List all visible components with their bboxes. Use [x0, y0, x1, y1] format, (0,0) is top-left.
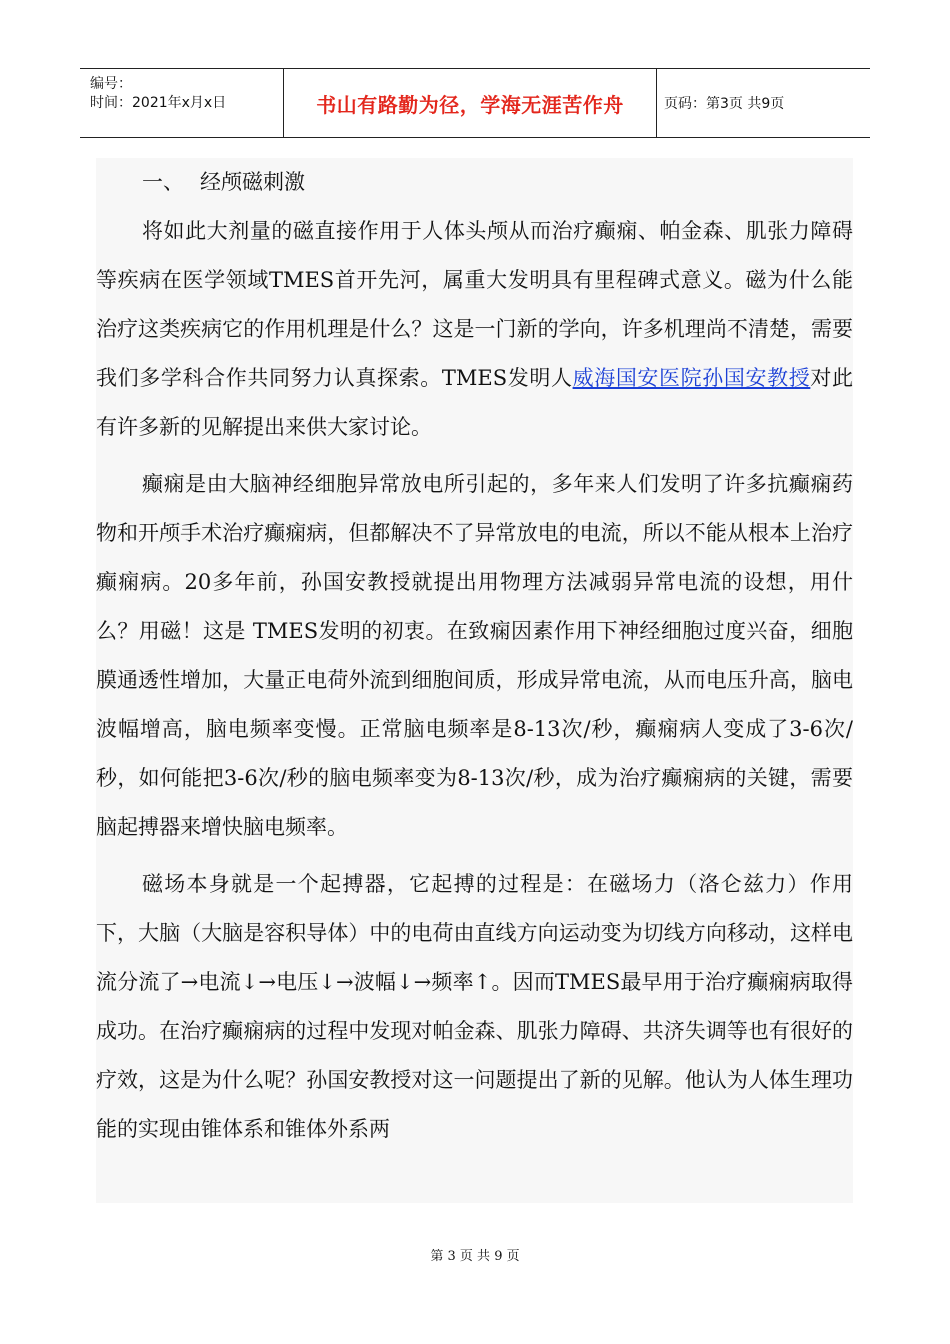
motto-text: 书山有路勤为径，学海无涯苦作舟	[316, 92, 624, 117]
header-page-info	[656, 69, 878, 137]
number-label: 编号：	[90, 76, 132, 92]
section-number: 一、	[142, 170, 184, 194]
page-info-text: 页码：第3页 共9页	[664, 96, 785, 112]
paragraph-1	[96, 207, 853, 452]
header-motto-cell	[283, 69, 657, 137]
document-body	[96, 158, 853, 1203]
section-heading	[96, 158, 853, 207]
page-header	[80, 68, 870, 138]
section-title: 经颅磁刺激	[200, 170, 305, 194]
page-footer: 第 3 页 共 9 页	[430, 1249, 520, 1264]
paragraph-1-tail: 对此有许多新的见解提出来供大家讨论。	[96, 366, 853, 439]
author-link[interactable]: 威海国安医院孙国安教授	[572, 366, 811, 390]
time-label: 时间：2021年x月x日	[90, 95, 227, 111]
paragraph-3: 磁场本身就是一个起搏器，它起搏的过程是：在磁场力（洛仑兹力）作用下，大脑（大脑是容积导体）中的电荷由直线方向运动变为切线方向移动，这样电流分流了→电流↓→电压↓→波幅↓→频率↑。因而TMES最早用于治疗癫痫病取得成功。在治疗癫痫病的过程中发现对帕金森、肌张力障碍、共济失调等也有很好的疗效，这是为什么呢？孙国安教授对这一问题提出了新的见解。他认为人体生理功能的实现由锥体系和锥体外系两	[96, 872, 853, 1141]
paragraph-2: 癫痫是由大脑神经细胞异常放电所引起的，多年来人们发明了许多抗癫痫药物和开颅手术治疗癫痫病，但都解决不了异常放电的电流，所以不能从根本上治疗癫痫病。20多年前，孙国安教授就提出用物理方法减弱异常电流的设想，用什么？用磁！这是 TMES发明的初衷。在致痫因素作用下神经细胞过度兴奋，细胞膜通透性增加，大量正电荷外流到细胞间质，形成异常电流，从而电压升高，脑电波幅增高，脑电频率变慢。正常脑电频率是8-13次/秒，癫痫病人变成了3-6次/秒，如何能把3-6次/秒的脑电频率变为8-13次/秒，成为治疗癫痫病的关键，需要脑起搏器来增快脑电频率。	[96, 472, 853, 839]
paragraph-1-text: 将如此大剂量的磁直接作用于人体头颅从而治疗癫痫、帕金森、肌张力障碍等疾病在医学领域TMES首开先河，属重大发明具有里程碑式意义。磁为什么能治疗这类疾病它的作用机理是什么？这是一门新的学向，许多机理尚不清楚，需要我们多学科合作共同努力认真探索。TMES发明人	[96, 219, 853, 390]
header-meta	[80, 69, 280, 137]
